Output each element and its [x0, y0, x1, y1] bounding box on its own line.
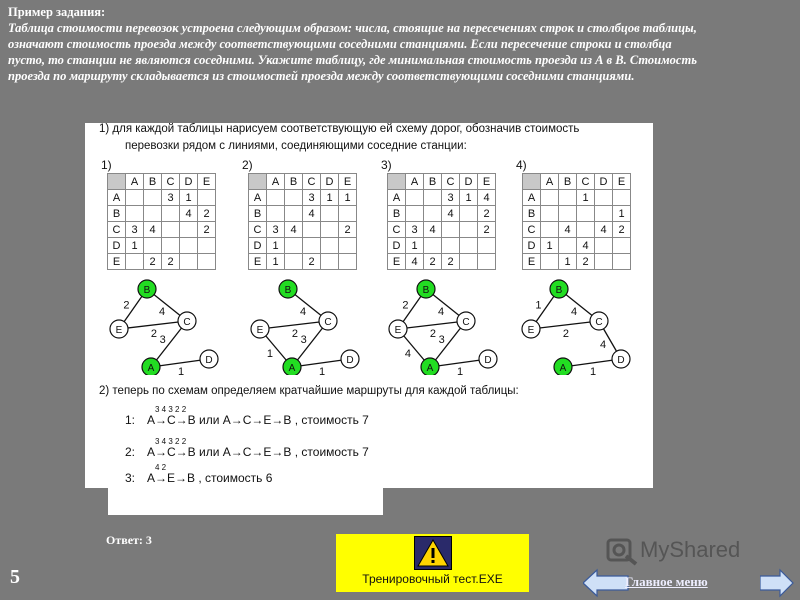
table-cell: E — [523, 254, 541, 270]
table-row — [249, 206, 357, 222]
table-cell: E — [108, 254, 126, 270]
table-cell — [144, 190, 162, 206]
table-cell: 3 — [406, 222, 424, 238]
table-cell — [180, 222, 198, 238]
table-cell: 1 — [541, 238, 559, 254]
table-row — [249, 238, 357, 254]
table-cell: A — [249, 190, 267, 206]
node-label: D — [484, 355, 492, 366]
table-cell — [613, 254, 631, 270]
table-cell: 4 — [285, 222, 303, 238]
edge-weight: 3 — [300, 334, 307, 347]
distance-table — [248, 173, 357, 270]
table-cell: C — [162, 174, 180, 190]
table-row — [249, 222, 357, 238]
table-cell — [541, 222, 559, 238]
table-cell — [162, 238, 180, 254]
table-cell: 2 — [613, 222, 631, 238]
node-label: C — [324, 317, 332, 328]
table-row — [523, 222, 631, 238]
table-cell — [595, 206, 613, 222]
table-cell — [613, 238, 631, 254]
table-cell — [267, 190, 285, 206]
node-label: E — [394, 325, 402, 336]
table-cell — [460, 238, 478, 254]
table-cell — [559, 238, 577, 254]
edge-weight: 1 — [319, 365, 326, 375]
step1-line1: 1) для каждой таблицы нарисуем соответствующую ей схему дорог, обозначив стоимость — [99, 123, 580, 135]
table-cell: 1 — [460, 190, 478, 206]
watermark-icon — [606, 536, 640, 566]
table-cell: A — [523, 190, 541, 206]
table-cell: 1 — [577, 190, 595, 206]
back-arrow-icon[interactable] — [583, 568, 629, 598]
table-cell: 2 — [424, 254, 442, 270]
table-cell: A — [267, 174, 285, 190]
route-number: 2: — [125, 445, 136, 459]
table-cell — [126, 190, 144, 206]
node-label: B — [284, 285, 292, 296]
table-cell: 1 — [126, 238, 144, 254]
route-number: 1: — [125, 413, 136, 427]
route-number: 3: — [125, 471, 136, 485]
table-cell: 2 — [162, 254, 180, 270]
table-cell: 2 — [478, 222, 496, 238]
table-cell: 3 — [267, 222, 285, 238]
table-cell — [424, 190, 442, 206]
table-row — [249, 174, 357, 190]
edge-weight: 2 — [123, 299, 130, 312]
table-cell — [285, 254, 303, 270]
table-cell — [424, 206, 442, 222]
table-cell: 4 — [303, 206, 321, 222]
table-cell — [442, 238, 460, 254]
node-label: A — [559, 363, 567, 374]
table-cell — [523, 174, 541, 190]
table-cell — [321, 254, 339, 270]
table-cell: 1 — [267, 238, 285, 254]
route-text: A→E→B , стоимость 6 — [147, 471, 273, 485]
table-cell — [321, 238, 339, 254]
task-text: Таблица стоимости перевозок устроена следующим образом: числа, стоящие на пересечениях строк и столбцов таблицы, означают стоимость проезда между соответствующими соседними станциями. Если пересечение строки и столбца пусто, то станции не являются соседними. Укажите таблицу, где минимальная стоимость проезда из А в В. Стоимость проезда по маршруту складывается из стоимостей проезда между соответствующими соседними станциями. — [8, 21, 697, 83]
table-cell: D — [460, 174, 478, 190]
node-label: C — [595, 317, 603, 328]
warning-icon — [414, 536, 452, 570]
table-cell — [249, 174, 267, 190]
table-cell: 4 — [442, 206, 460, 222]
table-row — [249, 190, 357, 206]
table-row — [388, 254, 496, 270]
table-cell: B — [388, 206, 406, 222]
table-cell — [541, 254, 559, 270]
table-cell — [460, 206, 478, 222]
edge-weight: 3 — [438, 334, 445, 347]
watermark — [606, 536, 740, 566]
table-cell — [339, 206, 357, 222]
solution-panel-bottom — [108, 487, 383, 515]
table-cell: D — [180, 174, 198, 190]
table-cell: E — [249, 254, 267, 270]
route-text: A→C→B или A→C→E→B , стоимость 7 — [147, 413, 369, 427]
table-row — [388, 222, 496, 238]
table-cell: 4 — [595, 222, 613, 238]
table-row — [523, 254, 631, 270]
answer-text: Ответ: 3 — [106, 533, 152, 547]
table-cell: B — [523, 206, 541, 222]
table-cell — [162, 222, 180, 238]
table-cell — [321, 222, 339, 238]
table-cell: 1 — [406, 238, 424, 254]
table-cell — [478, 254, 496, 270]
table-cell — [198, 190, 216, 206]
table-cell: A — [388, 190, 406, 206]
node-label: B — [143, 285, 151, 296]
table-cell: B — [424, 174, 442, 190]
table-cell: 1 — [559, 254, 577, 270]
table-cell: 4 — [478, 190, 496, 206]
edge-weight: 1 — [535, 299, 542, 312]
edge-weight: 1 — [178, 365, 185, 375]
node-label: B — [555, 285, 563, 296]
node-label: E — [115, 325, 123, 336]
table-label: 3) — [381, 158, 392, 172]
table-cell — [144, 206, 162, 222]
table-cell: 2 — [144, 254, 162, 270]
table-cell — [460, 254, 478, 270]
edge-weight: 1 — [457, 365, 464, 375]
edge-weight: 2 — [562, 327, 569, 340]
table-cell: 4 — [559, 222, 577, 238]
table-cell — [303, 222, 321, 238]
node-label: B — [422, 285, 430, 296]
table-cell — [388, 174, 406, 190]
table-cell: B — [144, 174, 162, 190]
table-cell — [541, 206, 559, 222]
edge-weight: 1 — [266, 348, 273, 361]
test-exe-label: Тренировочный тест.EXE — [362, 572, 503, 586]
node-label: D — [617, 355, 625, 366]
table-cell: A — [126, 174, 144, 190]
table-cell — [198, 254, 216, 270]
table-cell — [541, 190, 559, 206]
table-cell — [595, 238, 613, 254]
table-cell: C — [388, 222, 406, 238]
table-cell — [424, 238, 442, 254]
table-cell: 1 — [180, 190, 198, 206]
edge-weight: 2 — [150, 327, 157, 340]
edge-weight: 2 — [291, 327, 298, 340]
table-cell — [406, 190, 424, 206]
route-weights: 4 2 — [155, 463, 167, 472]
table-cell: C — [249, 222, 267, 238]
table-cell: 3 — [162, 190, 180, 206]
node-label: E — [256, 325, 264, 336]
road-graph — [110, 280, 218, 375]
table-cell: D — [108, 238, 126, 254]
table-cell: 2 — [577, 254, 595, 270]
table-cell: 4 — [424, 222, 442, 238]
table-cell — [198, 238, 216, 254]
table-cell: B — [108, 206, 126, 222]
table-row — [108, 190, 216, 206]
table-cell: 3 — [303, 190, 321, 206]
table-cell — [180, 254, 198, 270]
main-menu-link[interactable]: Главное меню — [625, 574, 708, 589]
table-row — [249, 254, 357, 270]
table-cell: 3 — [126, 222, 144, 238]
node-label: D — [205, 355, 213, 366]
node-label: D — [346, 355, 354, 366]
table-cell: C — [303, 174, 321, 190]
table-cell — [162, 206, 180, 222]
table-row — [523, 206, 631, 222]
table-cell: E — [478, 174, 496, 190]
table-cell: E — [198, 174, 216, 190]
table-cell: C — [523, 222, 541, 238]
node-label: A — [147, 363, 155, 374]
table-cell — [559, 206, 577, 222]
road-graph — [251, 280, 359, 375]
table-cell — [442, 222, 460, 238]
table-label: 4) — [516, 158, 527, 172]
road-graph — [389, 280, 497, 375]
table-cell: 1 — [267, 254, 285, 270]
table-row — [388, 174, 496, 190]
table-cell: 2 — [303, 254, 321, 270]
distance-table — [387, 173, 496, 270]
edge-weight: 2 — [402, 299, 409, 312]
route-text: A→C→B или A→C→E→B , стоимость 7 — [147, 445, 369, 459]
table-cell: A — [406, 174, 424, 190]
table-cell: 2 — [442, 254, 460, 270]
node-label: C — [183, 317, 191, 328]
table-cell: 2 — [198, 222, 216, 238]
table-cell — [267, 206, 285, 222]
table-row — [388, 190, 496, 206]
table-cell: B — [285, 174, 303, 190]
table-cell: E — [339, 174, 357, 190]
graphs-row — [85, 275, 653, 375]
table-cell — [180, 238, 198, 254]
table-row — [108, 254, 216, 270]
table-cell: 2 — [198, 206, 216, 222]
edge-weight: 4 — [158, 306, 166, 319]
edge-weight: 1 — [590, 365, 597, 375]
table-row — [523, 190, 631, 206]
table-cell — [478, 238, 496, 254]
table-row — [108, 222, 216, 238]
table-cell — [285, 206, 303, 222]
table-cell — [303, 238, 321, 254]
table-cell: D — [321, 174, 339, 190]
task-title: Пример задания: — [8, 5, 106, 19]
table-cell — [126, 254, 144, 270]
table-row — [388, 238, 496, 254]
step1-line2: перевозки рядом с линиями, соединяющими соседние станции: — [125, 140, 467, 152]
table-cell — [144, 238, 162, 254]
table-cell: B — [559, 174, 577, 190]
table-row — [108, 238, 216, 254]
solution-panel — [85, 123, 653, 488]
edge-weight: 4 — [570, 306, 578, 319]
table-cell — [339, 254, 357, 270]
table-cell — [595, 190, 613, 206]
table-cell: D — [523, 238, 541, 254]
table-cell: 3 — [442, 190, 460, 206]
table-cell: C — [577, 174, 595, 190]
distance-table — [107, 173, 216, 270]
table-cell: 2 — [478, 206, 496, 222]
table-cell — [577, 206, 595, 222]
table-label: 1) — [101, 158, 112, 172]
node-label: A — [426, 363, 434, 374]
table-cell — [339, 238, 357, 254]
road-graph — [522, 280, 630, 375]
table-cell: 2 — [339, 222, 357, 238]
table-cell: E — [613, 174, 631, 190]
slide-number: 5 — [10, 566, 20, 588]
node-label: E — [527, 325, 535, 336]
table-cell — [406, 206, 424, 222]
table-cell: C — [442, 174, 460, 190]
table-cell — [613, 190, 631, 206]
table-cell: D — [249, 238, 267, 254]
edge-weight: 4 — [600, 339, 607, 352]
table-cell — [321, 206, 339, 222]
table-cell — [595, 254, 613, 270]
route-weights: 3 4 3 2 2 — [155, 437, 187, 446]
edge-weight: 2 — [429, 327, 436, 340]
table-cell: A — [541, 174, 559, 190]
table-row — [108, 206, 216, 222]
edge-weight: 3 — [159, 334, 166, 347]
table-cell — [285, 238, 303, 254]
table-cell — [460, 222, 478, 238]
table-cell: 1 — [339, 190, 357, 206]
table-cell: 1 — [613, 206, 631, 222]
route-weights: 3 4 3 2 2 — [155, 405, 187, 414]
forward-arrow-icon[interactable] — [760, 568, 794, 598]
edge-weight: 4 — [437, 306, 445, 319]
node-label: C — [462, 317, 470, 328]
task-header — [8, 4, 708, 84]
table-cell: E — [388, 254, 406, 270]
node-label: A — [288, 363, 296, 374]
test-exe-button[interactable] — [336, 534, 529, 592]
table-cell: 4 — [577, 238, 595, 254]
table-cell: 4 — [144, 222, 162, 238]
table-row — [523, 238, 631, 254]
edge-weight: 4 — [404, 348, 411, 361]
step2-line: 2) теперь по схемам определяем кратчайшие маршруты для каждой таблицы: — [99, 385, 519, 397]
table-row — [388, 206, 496, 222]
table-cell — [126, 206, 144, 222]
watermark-text: MyShared — [640, 536, 741, 562]
table-cell: 1 — [321, 190, 339, 206]
table-cell — [285, 190, 303, 206]
table-cell — [559, 190, 577, 206]
table-cell: D — [595, 174, 613, 190]
table-label: 2) — [242, 158, 253, 172]
distance-table — [522, 173, 631, 270]
table-cell — [108, 174, 126, 190]
table-cell: 4 — [406, 254, 424, 270]
table-cell: B — [249, 206, 267, 222]
table-cell — [577, 222, 595, 238]
table-row — [523, 174, 631, 190]
table-cell: D — [388, 238, 406, 254]
table-cell: A — [108, 190, 126, 206]
table-row — [108, 174, 216, 190]
table-cell: 4 — [180, 206, 198, 222]
table-cell: C — [108, 222, 126, 238]
edge-weight: 4 — [299, 306, 307, 319]
